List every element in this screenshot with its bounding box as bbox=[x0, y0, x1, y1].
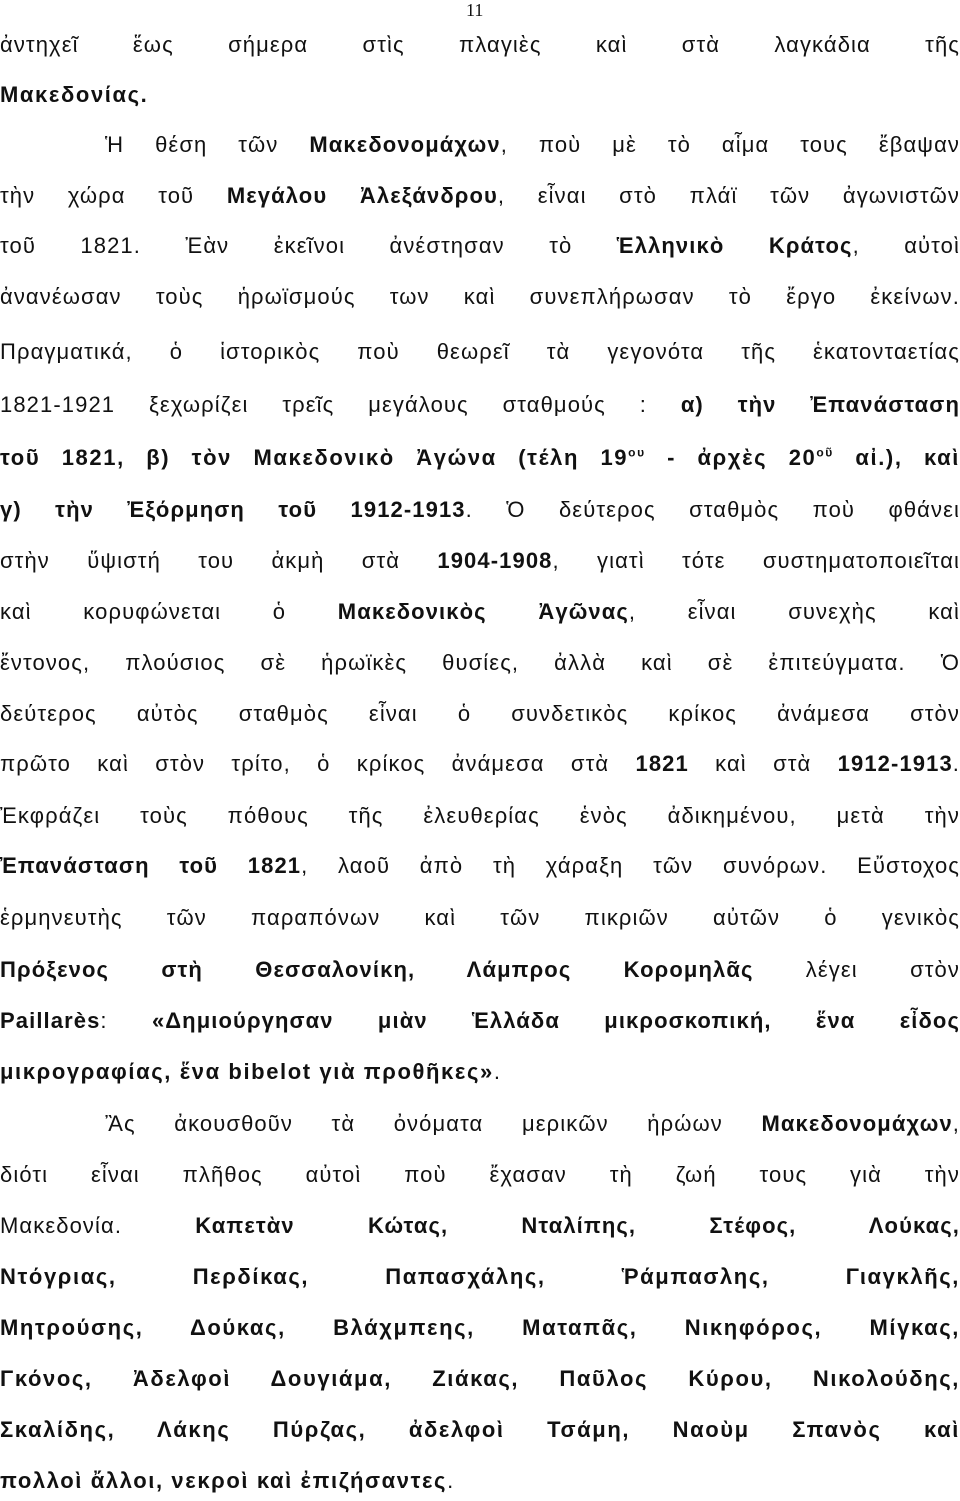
text-line-8: 1821-1921 ξεχωρίζει τρεῖς μεγάλους σταθμούς : α) τὴν Ἐπανάσταση bbox=[0, 392, 960, 417]
text-line-4: τὴν χώρα τοῦ Μεγάλου Ἀλεξάνδρου, εἶναι στὸ πλάϊ τῶν ἀγωνιστῶν bbox=[0, 183, 960, 208]
text-line-17: Ἐπανάσταση τοῦ 1821, λαοῦ ἀπὸ τὴ χάραξη τῶν συνόρων. Εὔστοχος bbox=[0, 853, 960, 878]
text-line-12: καὶ κορυφώνεται ὁ Μακεδονικὸς Ἀγῶνας, εἶναι συνεχὴς καὶ bbox=[0, 599, 960, 624]
text-line-14: δεύτερος αὐτὸς σταθμὸς εἶναι ὁ συνδετικὸς κρίκος ἀνάμεσα στὸν bbox=[0, 701, 960, 726]
text-line-27: Γκόνος, Ἀδελφοὶ Δουγιάμα, Ζιάκας, Παῦλος Κύρου, Νικολούδης, bbox=[0, 1366, 960, 1391]
text-line-16: Ἐκφράζει τοὺς πόθους τῆς ἐλευθερίας ἑνὸς ἀδικημένου, μετὰ τὴν bbox=[0, 803, 960, 828]
text-line-28: Σκαλίδης, Λάκης Πύρζας, ἀδελφοὶ Τσάμη, Ναοὺμ Σπανὸς καὶ bbox=[0, 1417, 960, 1442]
text-line-29: πολλοὶ ἄλλοι, νεκροὶ καὶ ἐπιζήσαντες. bbox=[0, 1468, 455, 1493]
text-line-5: τοῦ 1821. Ἐὰν ἐκεῖνοι ἀνέστησαν τὸ Ἑλληνικὸ Κράτος, αὐτοὶ bbox=[0, 233, 960, 258]
text-line-11: στὴν ὕψιστή του ἀκμὴ στὰ 1904-1908, γιατὶ τότε συστηματοποιεῖται bbox=[0, 548, 960, 573]
text-line-20: Paillarès: «Δημιούργησαν μιὰν Ἑλλάδα μικροσκοπική, ἕνα εἶδος bbox=[0, 1008, 960, 1033]
text-line-2: Μακεδονίας. bbox=[0, 82, 149, 107]
text-line-9: τοῦ 1821, β) τὸν Μακεδονικὸ Ἀγώνα (τέλη $19^{o\upsilon}$ - ἀρχὲς $20^{oῦ}$ αἰ.), καὶ bbox=[0, 445, 960, 470]
text-line-24: Μακεδονία. Καπετὰν Κώτας, Νταλίπης, Στέφος, Λούκας, bbox=[0, 1213, 960, 1238]
text-line-19: Πρόξενος στὴ Θεσσαλονίκη, Λάμπρος Κορομηλᾶς λέγει στὸν bbox=[0, 957, 960, 982]
text-line-6: ἀνανέωσαν τοὺς ἡρωϊσμούς των καὶ συνεπλήρωσαν τὸ ἔργο ἐκείνων. bbox=[0, 284, 960, 309]
text-line-1: ἀντηχεῖ ἕως σήμερα στὶς πλαγιὲς καὶ στὰ λαγκάδια τῆς bbox=[0, 32, 960, 57]
text-line-10: γ) τὴν Ἐξόρμηση τοῦ 1912-1913. Ὁ δεύτερος σταθμὸς ποὺ φθάνει bbox=[0, 497, 960, 522]
text-line-7: Πραγματικά, ὁ ἱστορικὸς ποὺ θεωρεῖ τὰ γεγονότα τῆς ἑκατονταετίας bbox=[0, 339, 960, 364]
text-line-3: Ἡ θέση τῶν Μακεδονομάχων, ποὺ μὲ τὸ αἷμα τους ἔβαψαν bbox=[105, 132, 960, 157]
text-line-18: ἑρμηνευτὴς τῶν παραπόνων καὶ τῶν πικριῶν αὐτῶν ὁ γενικὸς bbox=[0, 905, 960, 930]
text-line-22: Ἂς ἀκουσθοῦν τὰ ὀνόματα μερικῶν ἡρώων Μακεδονομάχων, bbox=[105, 1111, 960, 1136]
text-line-21: μικρογραφίας, ἕνα bibelot γιὰ προθῆκες». bbox=[0, 1059, 502, 1084]
page-number: 11 bbox=[466, 0, 484, 20]
text-line-26: Μητρούσης, Δούκας, Βλάχμπεης, Ματαπᾶς, Νικηφόρος, Μίγκας, bbox=[0, 1315, 960, 1340]
text-line-23: διότι εἶναι πλῆθος αὐτοὶ ποὺ ἔχασαν τὴ ζωή τους γιὰ τὴν bbox=[0, 1162, 960, 1187]
text-line-13: ἔντονος, πλούσιος σὲ ἡρωϊκὲς θυσίες, ἀλλὰ καὶ σὲ ἐπιτεύγματα. Ὁ bbox=[0, 650, 960, 675]
text-line-15: πρῶτο καὶ στὸν τρίτο, ὁ κρίκος ἀνάμεσα στὰ 1821 καὶ στὰ 1912-1913. bbox=[0, 751, 960, 776]
text-line-25: Ντόγριας, Περδίκας, Παπασχάλης, Ῥάμπασλης, Γιαγκλῆς, bbox=[0, 1264, 960, 1289]
